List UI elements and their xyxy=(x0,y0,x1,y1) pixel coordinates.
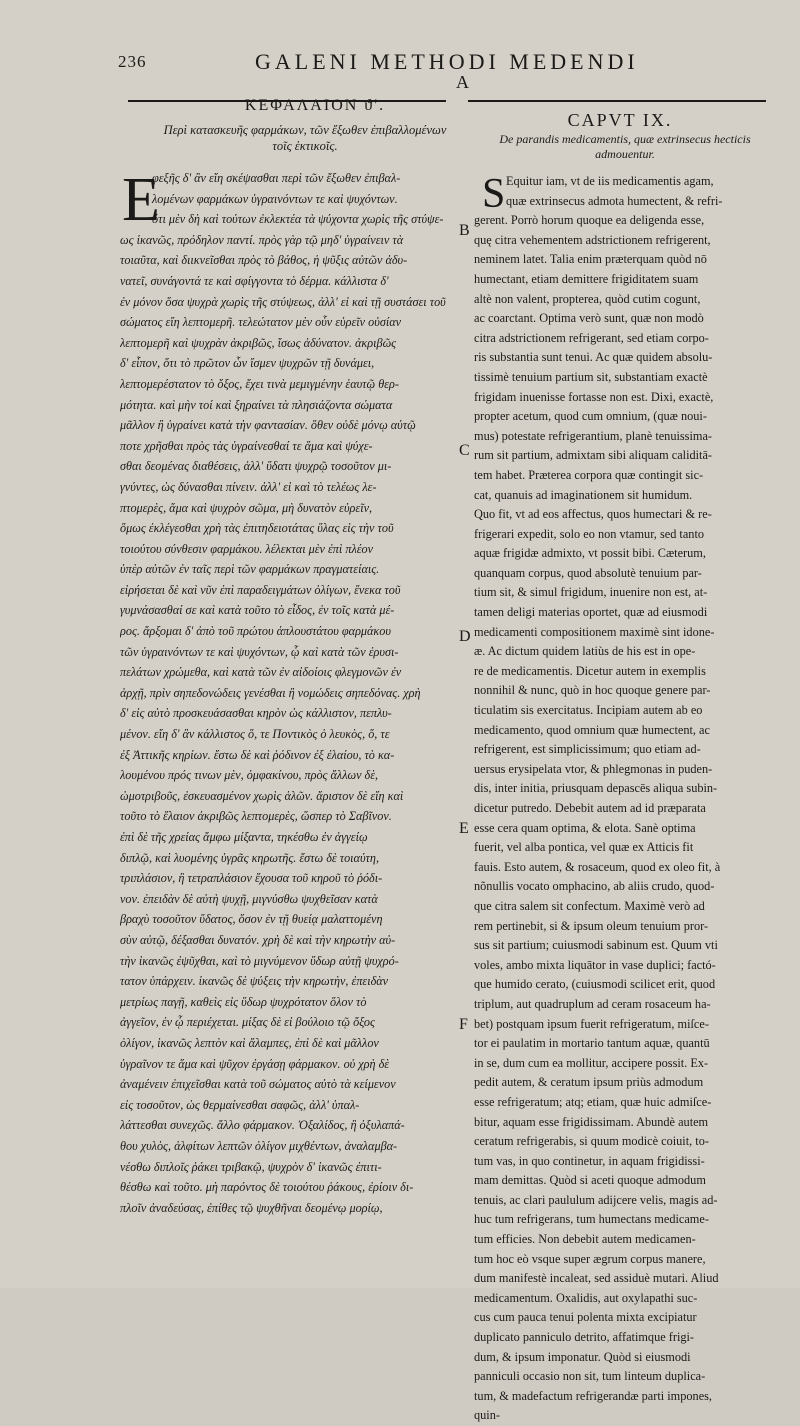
greek-text-line: γνύντες, ὡς δύνασθαι πίνειν. ἀλλ' εἰ καὶ τὸ τελέως λε- xyxy=(120,479,377,494)
greek-text-line: λεπτομερῆ καὶ ψυχρὰν ἀκριβῶς, ἴσως ἀδύνατον. ἀκριβῶς xyxy=(120,335,397,350)
greek-text-line: δ' εἰς αὐτὸ προσκευάσασθαι κηρὸν ὡς κάλλιστον, πεπλυ- xyxy=(120,706,392,721)
greek-text-line: σώματος εἴη λεπτομερῆ. τελεώτατον μὲν οὖν εὑρεῖν οὐσίαν xyxy=(120,315,402,330)
greek-text-line: νατεῖ, συνάγοντά τε καὶ σφίγγοντα τὸ δέρμα. κάλλιστα δ' xyxy=(120,273,389,288)
latin-drop-cap: S xyxy=(482,171,506,217)
greek-text-line: λεπτομερέστατον τὸ ὄξος, ἔχει τινὰ μεμιγμένην ἑαυτῷ θερ- xyxy=(120,376,399,391)
greek-text-line: τὴν ἱκανῶς ἐψῦχθαι, καὶ τὸ μιγνύμενον ὕδωρ αὐτῇ ψυχρό- xyxy=(120,953,399,968)
latin-text-line: dum, & ipsum imponatur. Quòd si eiusmodi xyxy=(474,1349,691,1364)
latin-text-line: medicamenti compositionem maximè sint idone- xyxy=(474,624,715,639)
greek-text-line: μότητα. καὶ μὴν τοί καὶ ξηραίνει τὰ πλησιάζοντα σώματα xyxy=(120,397,393,412)
greek-text-line: ὑγραῖνον τε ἅμα καὶ ψῦχον ἐργάσῃ φάρμακον. οὐ χρὴ δὲ xyxy=(120,1056,390,1071)
latin-text-line: Quo fit, vt ad eos affectus, quos humectari & re- xyxy=(474,507,712,522)
greek-text-line: σθαι δεομένας διαθέσεις, ἀλλ' ὕδατι ψυχρῷ τοσοῦτον μι- xyxy=(120,459,392,474)
latin-text-line: cus cum pauca tenui polenta mixta excipiatur xyxy=(474,1310,697,1325)
margin-letter-e: E xyxy=(459,820,469,837)
greek-text-line: ὑπὲρ αὐτῶν ἐν ταῖς περὶ τῶν φαρμάκων πραγματείαις. xyxy=(120,562,380,577)
latin-text-line: quæ extrinsecus admota humectent, & refri- xyxy=(506,193,723,208)
latin-subtitle-line: De parandis medicamentis, quæ extrinsecus hecticis xyxy=(499,132,751,146)
latin-text-line: quin- xyxy=(474,1408,500,1423)
latin-text-line: frigerari expedit, solo eo non vtamur, sed tanto xyxy=(474,526,705,541)
latin-text-line: tum, & madefactum refrigerandæ parti impones, xyxy=(474,1388,713,1403)
latin-text-line: medicamento, quod omnium quæ humectent, ac xyxy=(474,722,710,737)
latin-text-line: sus sit partium; cuiusmodi sabinum est. Quum vti xyxy=(474,938,718,953)
latin-text-line: in se, dum cum ea mollitur, accipere possit. Ex- xyxy=(474,1055,709,1070)
latin-text-line: dicetur putredo. Debebit autem ad id præparata xyxy=(474,801,706,815)
latin-text-line: esse cera quam optima, & elota. Sanè optima xyxy=(474,820,696,835)
latin-text-line: propter acetum, quod cum omnium, (quæ noui- xyxy=(474,409,707,424)
latin-text-line: tum hoc eò vsque super ægrum corpus manere, xyxy=(474,1251,706,1266)
latin-text-line: altè non valent, propterea, quòd cutim cogunt, xyxy=(474,291,701,306)
greek-text-line: διπλῷ, καὶ λυομένης ὑγρᾶς κηρωτῆς. ἔστω δὲ τοιαύτη, xyxy=(120,850,380,865)
latin-text-line: tum vas, in quo continetur, in aquam frigidissi- xyxy=(474,1153,705,1168)
greek-text-line: ἀγγεῖον, ἐν ᾧ περιέχεται. μίξας δὲ εἰ βούλοιο τῷ ὄξος xyxy=(120,1015,375,1030)
latin-text-line: quanquam corpus, quod absolutè tenuium par- xyxy=(474,565,702,580)
latin-text-line: tium sit, & simul frigidum, inuenire non est, at- xyxy=(474,585,708,600)
greek-text-column xyxy=(120,168,460,1218)
greek-text-line: ἀρχῇ, πρὶν σηπεδονώδεις γενέσθαι ἢ νομώδεις σηπεδόνας. χρὴ xyxy=(120,685,421,700)
latin-chapter-subtitle xyxy=(476,132,774,162)
latin-text-line: triplum, aut quadruplum ad ceram rosaceum ha- xyxy=(474,996,711,1011)
latin-subtitle-line: admouentur. xyxy=(595,147,655,161)
greek-text-line: λάττεσθαι συνεχῶς. ἄλλο φάρμακον. Ὀξαλίδος, ἢ ὀξυλαπά- xyxy=(120,1118,405,1133)
greek-text-line: ἐπὶ δὲ τῆς χρείας ἄμφω μίξαντα, τηκέσθω ἐν ἀγγείῳ xyxy=(120,830,368,844)
greek-chapter-heading: ΚΕΦΑΛΑΙΟΝ ϑ'. xyxy=(244,97,386,114)
latin-text-line: pedit autem, & ceratum ipsum priùs admodum xyxy=(474,1075,704,1090)
latin-text-line: citra adstrictionem refrigerant, sed etiam corpo- xyxy=(474,330,709,345)
running-title: GALENI METHODI MEDENDI xyxy=(255,49,639,74)
greek-text-line: θου χυλὸς, ἀλφίτων λεπτῶν ὀλίγον μιχθέντων, ἀναλαμβα- xyxy=(120,1138,398,1153)
margin-letter-b: B xyxy=(459,222,470,239)
greek-text-line: γυμνάσασθαί σε καὶ κατὰ τοῦτο τὸ εἶδος, ἐν τοῖς κατὰ μέ- xyxy=(120,603,395,618)
latin-text-line: fuerit, vel alba pontica, vel quæ ex Atticis fit xyxy=(474,840,694,855)
latin-text-line: duplicato panniculo detrito, affatimque frigi- xyxy=(474,1330,695,1345)
greek-text-line: πελάτων χρώμεθα, καὶ κατὰ τῶν ἐν αἰδοίοις φλεγμονῶν ἐν xyxy=(120,665,402,680)
greek-text-line: τῶν ὑγραινόντων τε καὶ ψυχόντων, ᾧ καὶ κατὰ τῶν ἐρυσι- xyxy=(120,644,399,659)
latin-text-line: ticulatim sis exercitatus. Incipiam autem ab eo xyxy=(474,703,703,718)
latin-text-line: fauis. Esto autem, & rosaceum, quod ex oleo fit, à xyxy=(474,859,721,874)
margin-letter-c: C xyxy=(459,442,470,459)
latin-text-line: æ. Ac dictum quidem latiùs de his est in ope- xyxy=(474,644,696,659)
greek-subtitle-line: Περὶ κατασκευῆς φαρμάκων, τῶν ἔξωθεν ἐπιβαλλομένων xyxy=(163,123,447,137)
greek-text-line: ὅτι μὲν δὴ καὶ τούτων ἐκλεκτέα τὰ ψύχοντα χωρὶς τῆς στύψε- xyxy=(152,212,444,227)
greek-subtitle-line: τοῖς ἑκτικοῖς. xyxy=(272,139,338,153)
latin-text-line: dis, inter initia, priusquam depascēs aliqua subin- xyxy=(474,781,718,796)
margin-letter-d: D xyxy=(459,628,471,645)
page-header xyxy=(0,49,800,92)
greek-text-line: σὺν αὐτῷ, δέξασθαι δυνατόν. χρὴ δὲ καὶ τὴν κηρωτὴν αὐ- xyxy=(120,932,396,947)
latin-text-line: humectant, etiam demittere frigiditatem suam xyxy=(474,271,699,286)
latin-text-line: cat, quanuis ad imaginationem sit humidum. xyxy=(474,487,693,502)
greek-text-line: τοιούτου σύνθεσιν φαρμάκου. λέλεκται μὲν ἐπὶ πλέον xyxy=(120,541,374,556)
latin-text-line: nõnullis vocato omphacino, ab aliis crudo, quod- xyxy=(474,879,715,894)
latin-text-line: neminem latet. Talia enim præterquam quòd nō xyxy=(474,252,707,267)
greek-text-line: ὠμοτριβοῦς, ἐσκευασμένον χωρὶς ἁλῶν. ἄριστον δὲ εἴη καὶ xyxy=(120,788,404,803)
greek-text-line: λομένων φαρμάκων ὑγραινόντων τε καὶ ψυχόντων. xyxy=(152,191,398,206)
greek-text-line: νον. ἐπειδὰν δὲ αὐτὴ ψυχῇ, μιγνύσθω ψυχθεῖσαν κατὰ xyxy=(120,891,378,906)
latin-text-line: dum manifestè incaleat, sed assiduè mutari. Aliud xyxy=(474,1271,719,1286)
latin-chapter-heading: CAPVT IX. xyxy=(567,110,673,130)
greek-text-line: ως ἱκανῶς, πρόδηλον παντί. πρὸς γὰρ τῷ μηδ' ὑγραίνειν τὰ xyxy=(120,232,404,247)
greek-text-line: εἰρήσεται δὲ καὶ νῦν ἐπὶ παραδειγμάτων ὀλίγων, ἕνεκα τοῦ xyxy=(120,582,401,597)
latin-text-line: esse refrigeratum; atq; etiam, quæ huic admiſce- xyxy=(474,1094,712,1109)
greek-text-line: τριπλάσιον, ἢ τετραπλάσιον ἔχουσα τοῦ κηροῦ τὸ ῥόδι- xyxy=(120,871,383,886)
latin-text-line: frigidam inuenisse fortasse non est. Dixi, exactè, xyxy=(474,389,714,404)
greek-text-line: πλοῖν ἀναδεύσας, ἐπίθες τῷ ψυχθῆναι δεομένῳ μορίῳ, xyxy=(120,1200,383,1215)
latin-text-line: ac coarctant. Optima verò sunt, quæ non modò xyxy=(474,311,704,326)
greek-text-line: ἐξ Ἀττικῆς κηρίων. ἔστω δὲ καὶ ῥόδινον ἐξ ἐλαίου, τὸ κα- xyxy=(120,747,395,762)
latin-text-line: re de medicamentis. Dicetur autem in exemplis xyxy=(474,663,706,678)
latin-text-line: que citra salem sit confectum. Maximè verò ad xyxy=(474,898,705,913)
greek-text-line: ποτε χρῆσθαι πρὸς τὰς ὑγραίνεσθαί τε ἅμα καὶ ψύχε- xyxy=(120,438,373,453)
greek-text-line: ἐν μόνον ὅσα ψυχρὰ χωρὶς τῆς στύψεως, ἀλλ' εἰ καὶ τῇ συστάσει τοῦ xyxy=(120,294,446,309)
latin-text-line: tor ei paulatim in mortario tantum aquæ, quantū xyxy=(474,1036,710,1051)
latin-text-line: huc tum refrigerans, tum humectans medicame- xyxy=(474,1212,709,1227)
greek-text-line: βραχὺ τοσοῦτον ὕδατος, ὅσον ἐν τῇ θυείᾳ μαλαττομένη xyxy=(120,912,383,927)
greek-text-line: εἰς τοσοῦτον, ὡς θερμαίνεσθαι σαφῶς, ἀλλ' ὑπαλ- xyxy=(120,1097,360,1112)
latin-text-line: panniculi occasio non sit, tum linteum duplica- xyxy=(474,1369,706,1384)
greek-text-line: νέσθω διπλοῖς ῥάκει τριβακῷ, ψυχρὸν δ' ἱκανῶς ἐπιτι- xyxy=(120,1159,382,1174)
latin-text-line: gerent. Porrò horum quoque ea deligenda esse, xyxy=(474,213,705,228)
greek-text-line: ἀναμένειν ἐπιχεῖσθαι κατὰ τοῦ σώματος αὐτὸ τὰ κείμενον xyxy=(120,1077,396,1092)
greek-text-line: τοῦτο τὸ ἔλαιον ἀκριβῶς λεπτομερὲς, ὥσπερ τὸ Σαβῖνον. xyxy=(120,809,392,824)
latin-text-line: voles, ambo mixta liquātor in vase duplici; factó- xyxy=(474,957,716,972)
latin-text-line: aquæ frigidæ admixto, vt possit bibi. Cæterum, xyxy=(474,546,706,561)
greek-text-line: ὅμως ἐκλέγεσθαι χρὴ τὰς ἐπιτηδειοτάτας ὕλας εἰς τὴν τοῦ xyxy=(120,521,394,536)
latin-text-line: Equitur iam, vt de iis medicamentis agam, xyxy=(506,174,714,188)
latin-text-line: uersus erysipelata vtor, & phlegmonas in puden- xyxy=(474,761,713,776)
latin-text-line: refrigerent, est simplicissimum; quo etiam ad- xyxy=(474,742,701,757)
latin-text-line: bet) postquam ipsum fuerit refrigeratum, miſce- xyxy=(474,1016,709,1031)
section-letter: A xyxy=(456,72,469,92)
greek-drop-cap: Ε xyxy=(122,166,160,234)
latin-text-line: tenuis, ac clari paululum adijcere velis, magis ad- xyxy=(474,1192,718,1207)
latin-text-line: tem habet. Præterea corpora quæ contingit sic- xyxy=(474,467,704,482)
greek-text-line: φεξῆς δ' ἂν εἴη σκέψασθαι περὶ τῶν ἔξωθεν ἐπιβαλ- xyxy=(152,171,401,185)
header-rule-right xyxy=(468,100,766,102)
latin-text-line: quę citra vehementem adstrictionem refrigerent, xyxy=(474,232,711,247)
greek-text-line: μᾶλλον ἢ ὑγραίνει κατὰ τὴν φαντασίαν. ὅθεν οὐδὲ μόνῳ αὐτῷ xyxy=(120,418,416,433)
latin-text-line: mam demittas. Quòd si aceti quoque admodum xyxy=(474,1173,706,1188)
latin-text-line: tissimè tenuium partium sit, substantiam exactè xyxy=(474,369,708,384)
latin-text-line: rum sit partium, admixtam sibi aliquam caliditā- xyxy=(474,448,713,463)
greek-text-line: τοιαῦτα, καὶ διικνεῖσθαι πρὸς τὸ βάθος, ἡ ψῦξις αὐτῶν ἀδυ- xyxy=(120,253,408,268)
latin-text-line: que humido cerato, (cuiusmodi scilicet erit, quod xyxy=(474,977,716,992)
latin-text-line: mus) potestate refrigerantium, planè tenuissima- xyxy=(474,428,713,443)
greek-text-line: θέσθω καὶ τοῦτο. μὴ παρόντος δὲ τοιούτου ῥάκους, ἐρίοιν δι- xyxy=(120,1180,414,1195)
latin-text-line: medicamentum. Oxalidis, aut oxylapathi suc- xyxy=(474,1290,698,1305)
margin-letter-f: F xyxy=(459,1016,468,1033)
greek-text-line: δ' εἶπον, ὅτι τὸ πρῶτον ὧν ἴσμεν ψυχρῶν τῇ δυνάμει, xyxy=(120,356,375,371)
latin-text-line: rem pertinebit, si & ipsum oleum tenuium pror- xyxy=(474,918,709,933)
greek-text-line: ὀλίγον, ἱκανῶς λεπτὸν καὶ ἄλαμπες, ἐπὶ δὲ καὶ μᾶλλον xyxy=(120,1035,379,1050)
greek-text-line: λουμένου πρός τινων μὲν, ὀμφακίνου, πρὸς ἄλλων δὲ, xyxy=(120,768,379,783)
latin-text-line: tum efficies. Non debebit autem medicamen- xyxy=(474,1232,696,1247)
latin-text-line: bitur, aquam esse frigidissimam. Abundè autem xyxy=(474,1114,709,1129)
page-number: 236 xyxy=(118,52,147,71)
latin-text-column xyxy=(474,172,774,1426)
latin-text-line: ceratum refrigerabis, si quum modicè coiuit, to- xyxy=(474,1134,709,1149)
latin-text-line: ris substantia sunt tenui. Ac quæ quidem absolu- xyxy=(474,350,713,365)
greek-text-line: τατον ὑπάρχειν. ἱκανῶς δὲ ψύξεις τὴν κηρωτὴν, ἐπειδὰν xyxy=(120,974,389,989)
greek-text-line: μένον. εἴη δ' ἂν κάλλιστος ὅ, τε Ποντικὸς ὁ λευκὸς, ὅ, τε xyxy=(120,727,390,742)
greek-text-line: ρος. ἄρξομαι δ' ἀπὸ τοῦ πρώτου ἁπλουστάτου φαρμάκου xyxy=(120,624,391,639)
latin-text-line: nonnihil & nunc, quò in hoc quoque genere par- xyxy=(474,683,711,698)
greek-chapter-subtitle xyxy=(140,122,470,154)
greek-text-line: μετρίως παγῇ, καθεὶς εἰς ὕδωρ ψυχρότατον ὅλον τὸ xyxy=(120,994,367,1009)
latin-text-line: tamen deligi materias oportet, quæ ad eiusmodi xyxy=(474,605,708,620)
greek-text-line: πτομερὲς, ἅμα καὶ ψυχρὸν σῶμα, μὴ δυνατὸν εὑρεῖν, xyxy=(120,500,373,515)
